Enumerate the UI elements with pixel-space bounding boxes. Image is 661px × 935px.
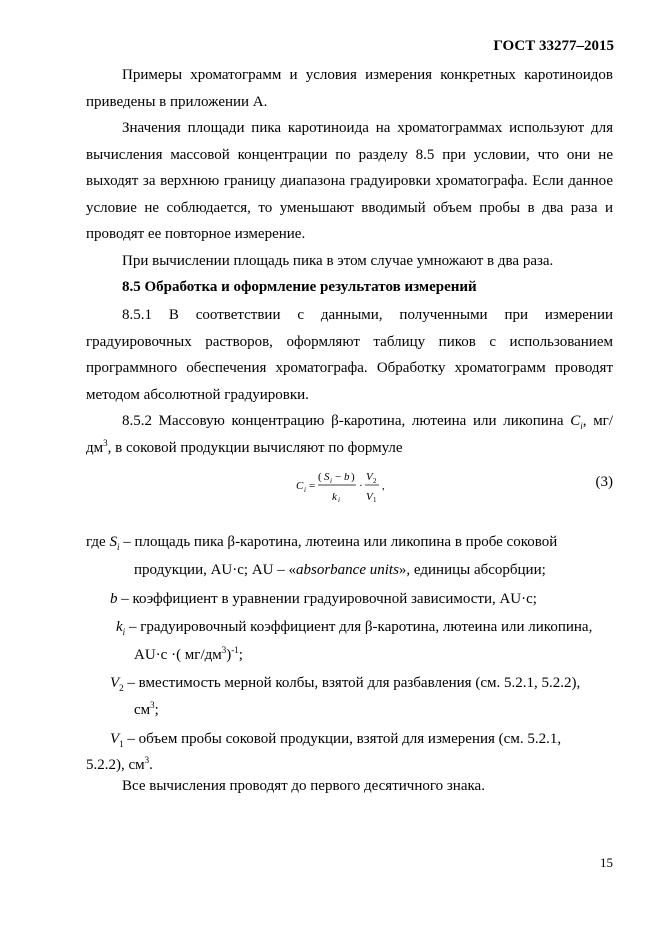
- paragraph-multiply: При вычислении площадь пика в этом случае умножают в два раза.: [122, 253, 554, 269]
- where-si-cont: продукции, AU·с; AU – «absorbance units», единицы абсорбции;: [134, 562, 546, 578]
- formula-3: [296, 464, 416, 510]
- paragraph-8-5-2: 8.5.2 Массовую концентрацию β-каротина, лютеина или ликопина $C_i$, $мг/дм^3$, в соковой продукции вычисляют по формуле: [86, 413, 613, 456]
- where-b: b – коэффициент в уравнении градуировочной зависимости, AU·с;: [110, 591, 537, 607]
- svg-text:V: V: [366, 471, 373, 483]
- where-v2-cont: $см^3$;: [134, 700, 159, 718]
- svg-text:(: (: [318, 471, 322, 483]
- svg-text:b: b: [344, 471, 350, 483]
- page-number: 15: [600, 855, 613, 870]
- svg-text:S: S: [324, 471, 330, 483]
- where-si: где $S_i$ – площадь пика β-каротина, лютеина или ликопина в пробе соковой: [86, 534, 558, 552]
- svg-text:k: k: [332, 491, 337, 503]
- svg-text:=: =: [309, 480, 316, 492]
- section-heading: 8.5 Обработка и оформление результатов измерений: [122, 279, 477, 295]
- svg-text:C: C: [296, 480, 304, 492]
- svg-text:i: i: [338, 496, 340, 504]
- standard-header: ГОСТ 33277–2015: [493, 38, 614, 54]
- svg-text:i: i: [330, 477, 332, 485]
- paragraph-8-5-1: 8.5.1 В соответствии с данными, полученными при измерении градуировочных растворов, оформляют таблицу пиков с использованием программного обеспечения хроматографа. Обработку хроматограмм проводят методом абсолютной градуировки.: [86, 307, 613, 403]
- paragraph-peak-area: Значения площади пика каротиноида на хроматограммах используют для вычисления массовой концентрации по разделу 8.5 при условии, что они не выходят за верхнюю границу диапазона градуировки хроматографа. Если данное условие не соблюдается, то уменьшают вводимый объем пробы в два раза и проводят ее повторное измерение.: [86, 120, 613, 242]
- svg-text:−: −: [335, 471, 342, 483]
- svg-text:V: V: [366, 491, 373, 503]
- svg-text:,: ,: [382, 480, 385, 492]
- svg-text:i: i: [304, 486, 306, 494]
- where-ki: $k_i$ – градуировочный коэффициент для β-каротина, лютеина или ликопина,: [116, 619, 593, 637]
- svg-text:2: 2: [373, 477, 377, 485]
- paragraph-decimal: Все вычисления проводят до первого десятичного знака.: [122, 778, 485, 794]
- where-v2: $V_2$ – вместимость мерной колбы, взятой для разбавления (см. 5.2.1, 5.2.2),: [110, 675, 581, 693]
- where-ki-cont: AU·с ·( $мг/дм^3)^{-1}$;: [134, 645, 243, 663]
- where-v1-cont: 5.2.2), $см^3$.: [86, 755, 153, 773]
- where-v1: $V_1$ – объем пробы соковой продукции, взятой для измерения (см. 5.2.1,: [110, 731, 562, 749]
- svg-text:): ): [351, 471, 355, 483]
- svg-text:1: 1: [373, 496, 377, 504]
- paragraph-examples: Примеры хроматограмм и условия измерения конкретных каротиноидов приведены в приложении А.: [86, 67, 613, 110]
- equation-number: (3): [595, 474, 613, 490]
- svg-text:·: ·: [359, 480, 363, 492]
